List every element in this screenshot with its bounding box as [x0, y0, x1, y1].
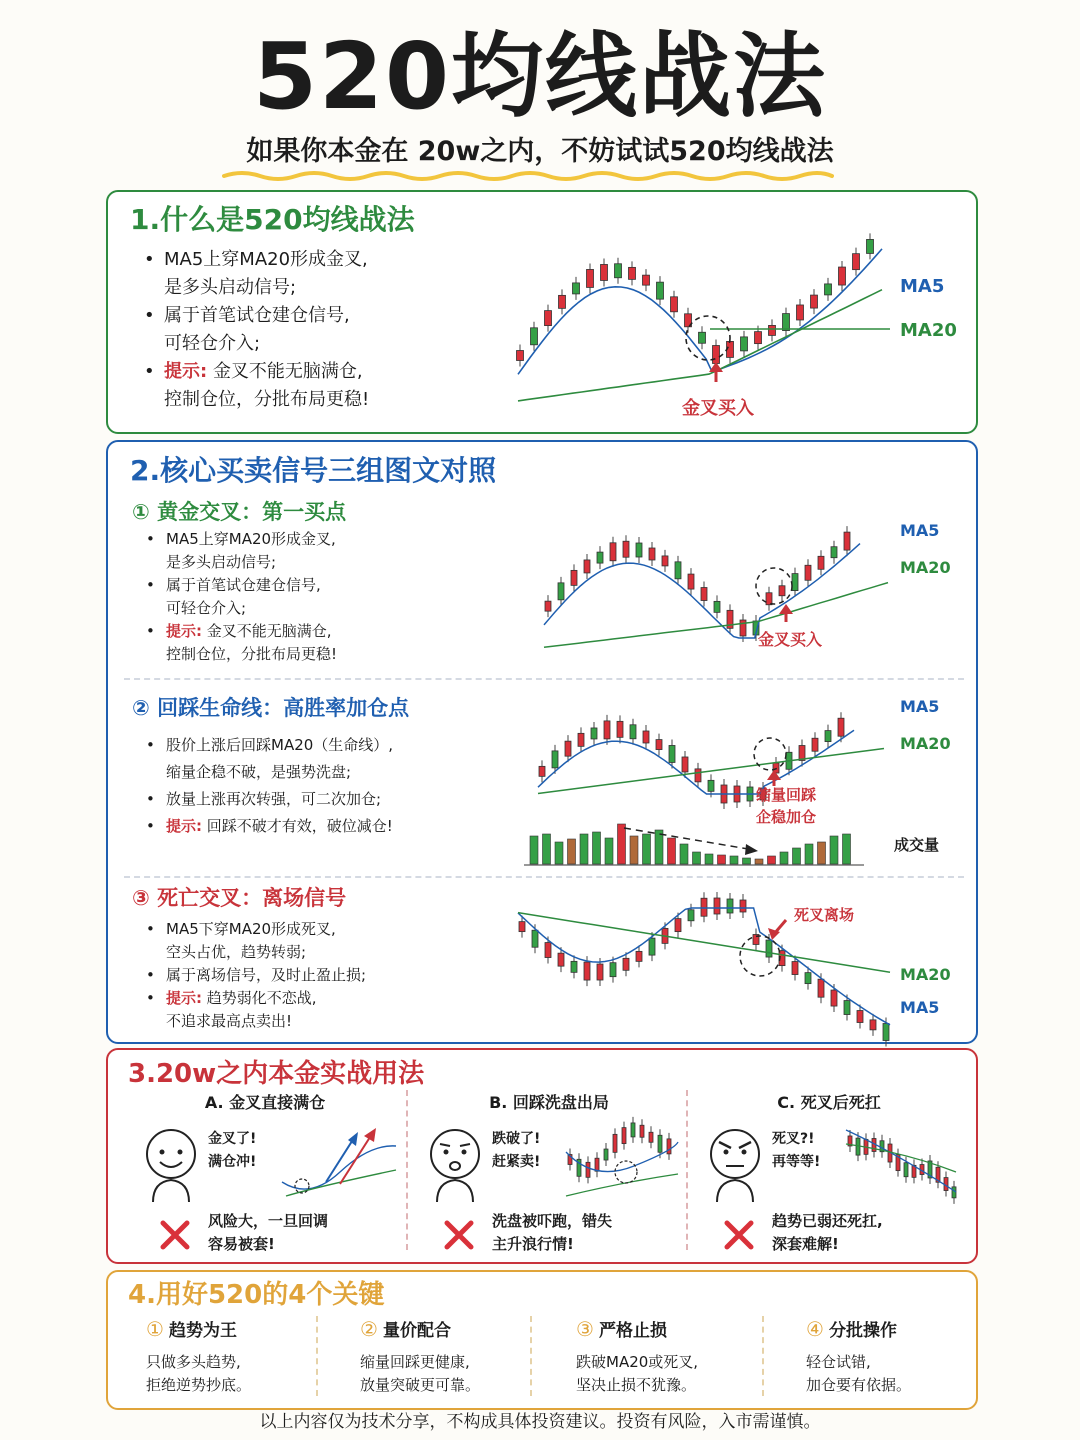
candle: [870, 1020, 876, 1030]
volume-bar: [568, 839, 576, 864]
key-item-stoploss: [576, 1316, 698, 1397]
candle: [640, 1125, 644, 1137]
warning-text: [492, 1210, 612, 1256]
candle: [831, 990, 837, 1006]
page-title: 520均线战法: [252, 23, 828, 130]
bullet-line: MA5上穿MA20形成金叉,: [164, 249, 368, 270]
mini-chart: [280, 1122, 398, 1204]
candle: [838, 718, 844, 736]
candle: [591, 728, 597, 739]
candle: [740, 900, 746, 912]
key-item-batch: [806, 1316, 911, 1397]
key-divider: [530, 1316, 532, 1396]
volume-bar: [818, 842, 826, 864]
key-heading: 量价配合: [383, 1321, 452, 1341]
bubble-line: 再等等!: [772, 1154, 821, 1170]
candle: [578, 733, 584, 746]
candle: [630, 725, 636, 739]
mini-chart: [844, 1122, 962, 1204]
page-subtitle: 如果你本金在 20w之内，不妨试试520均线战法: [246, 136, 834, 167]
tip-line: 金叉不能无脑满仓,: [212, 361, 363, 382]
warning-line: 风险大，一旦回调: [208, 1212, 329, 1230]
volume-bar: [805, 844, 813, 864]
bullet-line: 是多头启动信号;: [166, 553, 277, 571]
bullet-item: [144, 732, 504, 786]
candle: [595, 1158, 599, 1171]
candle: [818, 979, 824, 997]
ma20-label: MA20: [900, 558, 951, 577]
card-hold-after-death-cross-heading: C. 死叉后死扛: [777, 1093, 881, 1112]
candle: [604, 1149, 608, 1160]
candle: [825, 731, 831, 742]
candle: [539, 766, 545, 776]
bullet-line: 股价上涨后回踩MA20（生命线）,: [166, 736, 394, 754]
candle: [649, 938, 655, 955]
section-2-title: 2.核心买卖信号三组图文对照: [130, 454, 497, 487]
candle: [636, 951, 642, 961]
golden-cross-chart: [510, 196, 890, 426]
candle: [853, 254, 860, 270]
warning-line: 主升浪行情!: [492, 1235, 574, 1253]
candle: [714, 601, 720, 612]
key-line: 跌破MA20或死叉,: [576, 1353, 699, 1371]
bubble-line: 赶紧卖!: [492, 1154, 541, 1170]
candle: [867, 239, 874, 253]
key-line: 拒绝逆势抄底。: [146, 1376, 252, 1394]
candle: [688, 574, 694, 589]
volume-bar: [643, 834, 651, 864]
candle: [675, 562, 681, 579]
speech-bubble: [772, 1128, 820, 1174]
candle: [636, 543, 642, 557]
tip-label: 提示:: [166, 622, 202, 640]
bullet-item-tip: [144, 987, 484, 1033]
candle: [623, 541, 629, 557]
callout-line: 企稳加仓: [756, 808, 817, 826]
ma5-line: [518, 249, 882, 374]
mini-chart: [564, 1122, 682, 1204]
candle: [610, 543, 616, 561]
disclaimer: 以上内容仅为技术分享，不构成具体投资建议。投资有风险，入市需谨慎。: [259, 1412, 821, 1432]
candle: [657, 282, 664, 299]
warning-text: [208, 1210, 328, 1256]
candle: [839, 267, 846, 285]
card-full-position-heading: A. 金叉直接满仓: [204, 1093, 326, 1112]
candle: [573, 283, 580, 294]
candle: [586, 1162, 590, 1177]
candle: [766, 593, 772, 605]
volume-bar: [593, 832, 601, 864]
warning-line: 洗盘被吓跑，错失: [492, 1212, 613, 1230]
tip-line: 回踩不破才有效，破位减仓!: [206, 817, 393, 835]
warning-line: 趋势已弱还死扛,: [772, 1212, 883, 1230]
key-number: ②: [360, 1317, 378, 1341]
key-line: 缩量回踩更健康,: [360, 1353, 470, 1371]
volume-bar: [705, 854, 713, 864]
ma5-line: [846, 1130, 956, 1192]
volume-bar: [543, 834, 551, 864]
ma20-line: [566, 1174, 678, 1196]
volume-bar: [680, 844, 688, 864]
candle: [766, 940, 772, 957]
death-cross-heading: ③ 死亡交叉：离场信号: [132, 886, 347, 910]
candle: [517, 351, 524, 361]
bullet-line: 属于离场信号，及时止盈止损;: [166, 966, 367, 984]
wrong-x-icon: [442, 1218, 476, 1252]
golden-cross-callout: 金叉买入: [682, 398, 754, 419]
candle: [811, 295, 818, 308]
bubble-line: 金叉了!: [208, 1131, 257, 1147]
volume-label: 成交量: [894, 836, 940, 854]
bullet-line: 可轻仓介入;: [164, 333, 261, 354]
candle: [643, 731, 649, 743]
bullet-item-tip: [142, 358, 482, 414]
rise-arrow: [326, 1138, 354, 1182]
candle: [671, 297, 678, 312]
bullet-item-tip: [144, 620, 484, 666]
key-line: 加仓要有依据。: [806, 1376, 912, 1394]
tip-line: 金叉不能无脑满仓,: [206, 622, 332, 640]
key-divider: [316, 1316, 318, 1396]
candle: [623, 958, 629, 970]
candle: [519, 922, 525, 932]
bullet-item: [142, 302, 482, 358]
candle: [844, 1001, 850, 1015]
candle: [584, 560, 590, 573]
bullet-line: 放量上涨再次转强，可二次加仓;: [166, 790, 382, 808]
investor-face-icon: [704, 1124, 766, 1204]
ma20-label: MA20: [900, 734, 951, 753]
bullet-line: 属于首笔试仓建仓信号,: [164, 305, 350, 326]
candle: [604, 721, 610, 739]
candle: [695, 769, 701, 782]
card-shakeout-exit-heading: B. 回踩洗盘出局: [489, 1093, 609, 1112]
cross-marker: [740, 936, 780, 976]
candle: [545, 311, 552, 326]
card-divider: [686, 1090, 688, 1250]
key-heading: 严格止损: [599, 1321, 668, 1341]
candle: [565, 741, 571, 756]
candle: [669, 745, 675, 762]
candle: [531, 328, 538, 345]
golden-cross-bullets: [144, 528, 484, 666]
bullet-item: [144, 918, 484, 964]
subtitle-underline: [222, 170, 834, 182]
candle: [584, 962, 590, 980]
tip-line: 趋势弱化不恋战,: [206, 989, 317, 1007]
bullet-item: [142, 246, 482, 302]
section-1-bullets: [142, 246, 482, 414]
candle: [558, 953, 564, 966]
volume-bar: [830, 836, 838, 864]
ma5-label: MA5: [900, 697, 940, 716]
key-number: ①: [146, 1317, 164, 1341]
candle: [883, 1024, 889, 1041]
key-item-volume: [360, 1316, 480, 1397]
candle: [643, 275, 650, 285]
volume-bar: [693, 852, 701, 864]
volume-bar: [630, 836, 638, 864]
bubble-line: 跌破了!: [492, 1131, 541, 1147]
candle: [545, 943, 551, 958]
key-item-trend: [146, 1316, 251, 1397]
cross-marker: [756, 568, 792, 604]
candle: [597, 552, 603, 563]
warning-line: 容易被套!: [208, 1235, 275, 1253]
death-cross-callout: 死叉离场: [794, 906, 855, 924]
ma20-label: MA20: [900, 320, 957, 341]
candle: [610, 963, 616, 977]
candle: [532, 930, 538, 947]
candle: [701, 588, 707, 601]
golden-cross-chart-2: [538, 488, 888, 648]
volume-bar: [780, 852, 788, 864]
candle: [741, 337, 748, 351]
section-4-title: 4.用好520的4个关键: [128, 1280, 385, 1310]
candle: [631, 1123, 635, 1137]
ma20-line: [544, 583, 888, 648]
warning-text: [772, 1210, 883, 1256]
candle: [857, 1011, 863, 1023]
arrow-head: [709, 362, 723, 372]
pullback-chart: [534, 684, 890, 868]
candle: [818, 556, 824, 569]
tip-label: 提示:: [166, 817, 202, 835]
volume-trend-arrowhead: [745, 844, 758, 855]
group-divider: [124, 876, 964, 878]
candle: [904, 1163, 908, 1177]
volume-bar: [730, 856, 738, 864]
candle: [797, 305, 804, 320]
key-heading: 趋势为王: [169, 1321, 238, 1341]
candle: [597, 964, 603, 980]
key-number: ③: [576, 1317, 594, 1341]
tip-line: 控制仓位，分批布局更稳!: [166, 645, 338, 663]
candle: [658, 1135, 662, 1152]
key-line: 放量突破更可靠。: [360, 1376, 481, 1394]
candle: [617, 721, 623, 737]
candle: [708, 780, 714, 791]
volume-bar: [668, 838, 676, 864]
ma5-label: MA5: [900, 276, 945, 297]
candle: [559, 295, 566, 308]
tip-line: 控制仓位，分批布局更稳!: [164, 389, 370, 410]
golden-cross-callout: 金叉买入: [758, 630, 823, 649]
bullet-item-tip: [144, 813, 504, 840]
bullet-line: MA5上穿MA20形成金叉,: [166, 530, 336, 548]
candle: [552, 751, 558, 768]
candle: [688, 910, 694, 921]
bullet-item: [144, 786, 504, 813]
candle: [769, 325, 776, 335]
tip-label: 提示:: [166, 989, 202, 1007]
investor-face-icon: [424, 1124, 486, 1204]
tip-label: 提示:: [164, 361, 208, 382]
bubble-line: 满仓冲!: [208, 1154, 257, 1170]
bullet-line: 空头占优，趋势转弱;: [166, 943, 307, 961]
candle: [783, 314, 790, 331]
candle: [812, 738, 818, 751]
candle: [649, 548, 655, 560]
pullback-marker: [615, 1161, 637, 1183]
candle: [613, 1134, 617, 1152]
candle: [649, 1132, 653, 1142]
candle: [615, 264, 622, 278]
rise-arrowhead: [364, 1128, 376, 1142]
volume-bar: [843, 834, 851, 864]
pullback-heading: ② 回踩生命线：高胜率加仓点: [132, 696, 410, 720]
volume-bar: [618, 824, 626, 864]
key-line: 坚决止损不犹豫。: [576, 1376, 697, 1394]
cross-marker: [686, 316, 730, 360]
volume-bar: [605, 838, 613, 864]
tip-line: 不追求最高点卖出!: [166, 1012, 293, 1030]
key-number: ④: [806, 1317, 824, 1341]
bullet-line: 是多头启动信号;: [164, 277, 297, 298]
volume-bar: [793, 848, 801, 864]
bullet-item: [144, 528, 484, 574]
candle: [629, 267, 636, 279]
candle: [844, 532, 850, 550]
candle: [755, 332, 762, 344]
candle: [545, 601, 551, 611]
pullback-callout: [756, 784, 816, 828]
bullet-item: [144, 964, 484, 987]
candle: [571, 961, 577, 972]
candle: [675, 919, 681, 932]
pullback-bullets: [144, 732, 504, 840]
candle: [792, 574, 798, 591]
ma5-label: MA5: [900, 998, 940, 1017]
candle: [805, 973, 811, 984]
volume-bar: [718, 855, 726, 864]
volume-bar: [555, 842, 563, 864]
candle: [662, 556, 668, 566]
candle: [682, 757, 688, 772]
bullet-line: 属于首笔试仓建仓信号,: [166, 576, 321, 594]
candle: [779, 586, 785, 596]
volume-bar: [768, 856, 776, 864]
section-3-title: 3.20w之内本金实战用法: [128, 1059, 425, 1089]
volume-bar: [743, 858, 751, 864]
candle: [714, 898, 720, 914]
volume-bar: [755, 859, 763, 864]
bullet-item: [144, 574, 484, 620]
group-divider: [124, 678, 964, 680]
golden-cross-heading: ① 黄金交叉：第一买点: [132, 500, 347, 524]
death-cross-bullets: [144, 918, 484, 1033]
speech-bubble: [492, 1128, 540, 1174]
candle: [825, 284, 832, 295]
bubble-line: 死叉?!: [772, 1131, 815, 1147]
key-line: 轻仓试错,: [806, 1353, 871, 1371]
ma20-label: MA20: [900, 965, 951, 984]
bullet-line: 可轻仓介入;: [166, 599, 247, 617]
speech-bubble: [208, 1128, 256, 1174]
section-1-title: 1.什么是520均线战法: [130, 203, 415, 236]
candle: [587, 269, 594, 287]
wrong-x-icon: [722, 1218, 756, 1252]
candle: [601, 264, 608, 280]
candle: [713, 345, 720, 363]
warning-line: 深套难解!: [772, 1235, 839, 1253]
key-heading: 分批操作: [829, 1321, 898, 1341]
candle: [571, 570, 577, 585]
pullback-marker: [754, 738, 786, 770]
candle: [727, 899, 733, 913]
candle: [699, 332, 706, 343]
investor-face-icon: [140, 1124, 202, 1204]
candle: [622, 1128, 626, 1144]
volume-bar: [580, 834, 588, 864]
candle: [701, 898, 707, 916]
candle: [558, 583, 564, 600]
candle: [656, 740, 662, 750]
volume-bar: [530, 836, 538, 864]
callout-line: 缩量回踩: [756, 786, 817, 804]
candle: [831, 547, 837, 558]
wrong-x-icon: [158, 1218, 192, 1252]
candle: [667, 1139, 671, 1154]
bullet-line: MA5下穿MA20形成死叉,: [166, 920, 336, 938]
key-line: 只做多头趋势,: [146, 1353, 241, 1371]
candle: [792, 962, 798, 975]
bullet-line: 缩量企稳不破，是强势洗盘;: [166, 763, 352, 781]
card-divider: [406, 1090, 408, 1250]
candle: [805, 565, 811, 580]
key-divider: [762, 1316, 764, 1396]
ma5-label: MA5: [900, 521, 940, 540]
